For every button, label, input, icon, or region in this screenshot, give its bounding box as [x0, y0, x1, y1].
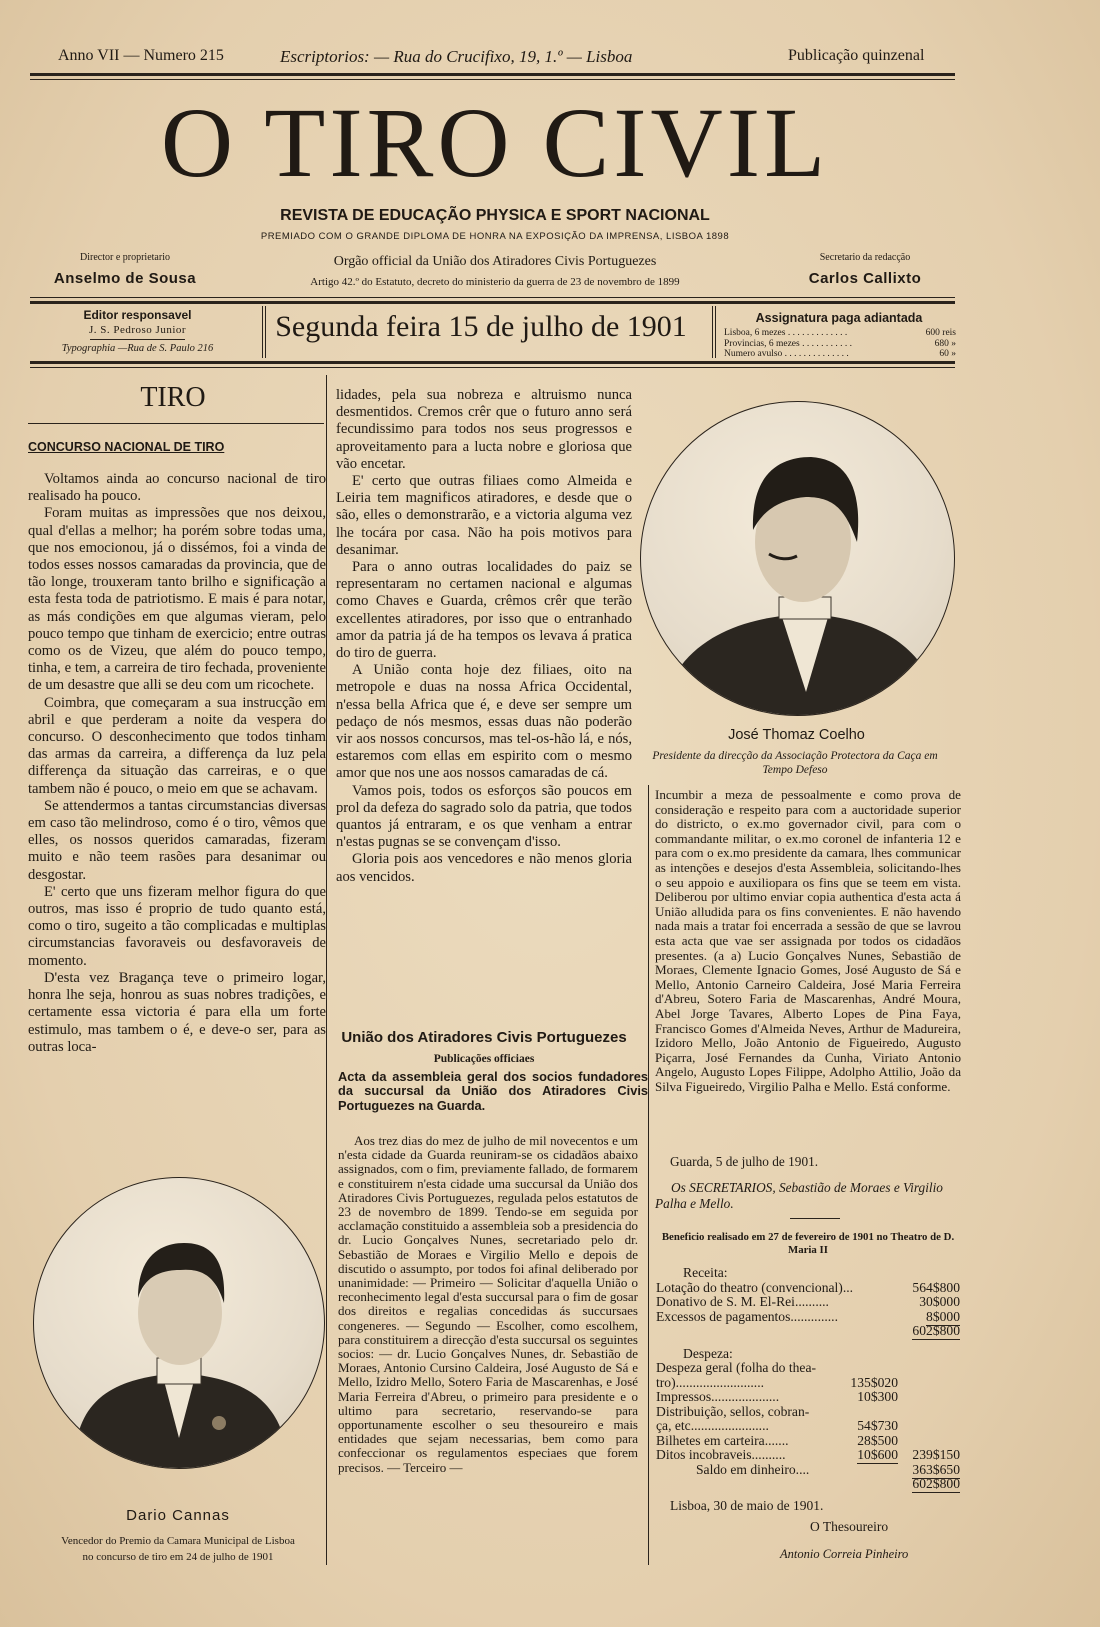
grand-total-row: [656, 1476, 960, 1491]
masthead-subtitle: REVISTA DE EDUCAÇÃO PHYSICA E SPORT NACIONAL: [280, 207, 710, 224]
grand-total: 602$800: [912, 1476, 960, 1491]
portrait-caption-line2: no concurso de tiro em 24 de julho de 1901: [82, 1551, 274, 1563]
paragraph: Voltamos ainda ao concurso nacional de tiro realisado ha pouco.: [28, 471, 326, 505]
expense-label: Despeza geral (folha do thea-: [656, 1360, 817, 1375]
expenses-total: 239$150: [912, 1447, 960, 1462]
union-subtitle: Publicações officiaes: [433, 1053, 535, 1065]
portrait-name-dario: Dario Cannas: [126, 1507, 230, 1524]
acta-title: Acta da assembleia geral dos socios fundadores da succursal da União dos Atiradores Civis Portuguezes na Guarda.: [338, 1069, 648, 1113]
secretary-label: Secretario da redacção: [819, 252, 911, 263]
expense-amount: 10$300: [857, 1389, 898, 1404]
column-divider-2: [648, 785, 649, 1565]
paragraph: Coimbra, que começaram a sua instrucção em abril e que perderam a noite da vespera do concurso. O desconhecimento que todos tinham das armas da carreira, a differença da luz pela differença da situação das carreiras, e o que tambem não é pouco, o meio em que se achavam.: [28, 694, 326, 797]
subscription-title: Assignatura paga adiantada: [755, 311, 923, 325]
receipt-label: Lotação do theatro (convencional)...: [656, 1279, 854, 1295]
benefit-title: Beneficio realisado em 27 de fevereiro de 1901 no Theatro de D. Maria II: [661, 1231, 955, 1256]
secretary-name: Carlos Callixto: [808, 270, 922, 287]
expense-row: [656, 1404, 960, 1419]
closing-role: O Thesoureiro: [810, 1519, 889, 1534]
subscription-price: 600 reis: [925, 328, 956, 338]
expenses-label: Despeza:: [683, 1345, 733, 1361]
receipts-label: Receita:: [683, 1265, 728, 1280]
rule-5: [30, 367, 955, 368]
portrait-jose-thomaz-coelho: [640, 401, 955, 716]
expense-label: ça, etc.......................: [656, 1418, 769, 1433]
portrait-caption-coelho: Presidente da direcção da Associação Protectora da Caça em Tempo Defeso: [652, 750, 938, 776]
subscription-price: 680 »: [934, 338, 956, 349]
paragraph: Para o anno outras localidades do paiz se representaram no certamen nacional e algumas como Chaves e Guarda, crêmos crêr que terão excellentes atiradores, por isso que o entranhado amor da patria já de ha tempos os levava á pratica do tiro de guerra.: [336, 559, 632, 662]
benefit-accounts: [656, 1265, 960, 1491]
paragraph: Gloria pois aos vencedores e não menos gloria aos vencidos.: [336, 851, 632, 885]
expense-amount: 135$020: [850, 1374, 898, 1390]
editor-name: J. S. Pedroso Junior: [88, 324, 187, 336]
editor-label: Editor responsavel: [83, 308, 192, 322]
column-divider-1: [326, 375, 327, 1565]
subscription-row: [724, 339, 956, 350]
section-title-tiro: TIRO: [140, 382, 206, 413]
portrait-caption-line1: Vencedor do Premio da Camara Municipal de Lisboa: [61, 1535, 295, 1547]
expense-row: [656, 1433, 960, 1448]
rule-4: [30, 361, 955, 364]
portrait-figure-icon: [641, 402, 954, 715]
expense-label: Distribuição, sellos, cobran-: [656, 1403, 810, 1419]
expense-label: Impressos....................: [656, 1389, 780, 1404]
receipt-row: [656, 1280, 960, 1295]
portrait-name-coelho: José Thomaz Coelho: [728, 727, 865, 743]
receipt-amount: 8$000: [926, 1308, 960, 1324]
subscription-row: [724, 349, 956, 360]
acta-body: Aos trez dias do mez de julho de mil novecentos e um n'esta cidade da Guarda reuniram-se os cidadãos abaixo assignados, com o fim, previamente fallado, de formarem e constituirem n'esta cidade uma succursal da União dos Atiradores Civis Portuguezes, regulada pelos estatutos de 23 de novembro de 1899. Tendo-se em seguida por acclamação constituido a assembleia sob a presidencia do dr. Lucio Gonçalves Nunes, secretariado pelo dr. Sebastião de Moraes e Virgilio Mello e depois de discutido o assumpto, por todos foi afinal deliberado por unanimidade: — Primeiro — Solicitar d'aquella União o reconhecimento legal d'esta succursal para o fim de gosar dos direitos e regalias concedidas ás succursaes congeneres. — Segundo — Escolher, como escolhem, para constituirem a direcção d'esta succursal os seguintes socios: — dr. Lucio Gonçalves Nunes, dr. Sebastião de Moraes, Antonio Cursino Caldeira, José Augusto de Sá e Mello, Izidro Mello, Sotero Faria de Mascarenhas, e José Maria Ferreira d'Abreu, o primeiro para presidente e o ultimo para secretario, reservando-se para opportunamente escolher o seu thesoureiro e mais entidades que sejam necessarias, bem como para confeccionar os regulamentos especiaes que forem precisos. — Terceiro —: [338, 1133, 638, 1475]
acta-place-date: Guarda, 5 de julho de 1901.: [670, 1154, 819, 1169]
expense-row: [656, 1375, 960, 1390]
organ-line: Orgão official da União dos Atiradores Civis Portuguezes: [333, 254, 657, 269]
publication-frequency: Publicação quinzenal: [788, 47, 925, 64]
band-divider-left: [262, 306, 263, 358]
expense-row: [656, 1418, 960, 1433]
band-divider-right: [712, 306, 713, 358]
article-heading: CONCURSO NACIONAL DE TIRO: [28, 440, 225, 454]
director-label: Director e proprietario: [80, 252, 170, 263]
rule-3: [30, 301, 955, 304]
paragraph: E' certo que outras filiaes como Almeida e Leiria tem magnificos atiradores, e desde que o são, elles o demonstrarão, e a victoria alguma vez lhe tocára por casa. Não ha pois motivos para desanimar.: [336, 473, 632, 558]
balance-amount: 363$650: [912, 1461, 960, 1477]
subscription-table: [724, 328, 956, 360]
office-address: Escriptorios: — Rua do Crucifixo, 19, 1.º — Lisboa: [280, 47, 633, 66]
paragraph: Se attendermos a tantas circumstancias diversas em caso tão melindroso, como é o tiro, vêmos que elles, os nossos queridos camaradas, fizeram muito e não teem rasões para desanimar ou desgostar.: [28, 797, 326, 883]
section-rule: [28, 423, 324, 424]
expense-label: Ditos incobraveis..........: [656, 1447, 786, 1462]
union-title: União dos Atiradores Civis Portuguezes: [341, 1029, 627, 1046]
balance-label: Saldo em dinheiro....: [696, 1461, 810, 1477]
receipt-label: Excessos de pagamentos..............: [656, 1308, 838, 1324]
expense-row: [656, 1389, 960, 1404]
band-divider-right-2: [715, 306, 716, 358]
rule-2: [30, 297, 955, 298]
portrait-dario-cannas: [33, 1177, 325, 1469]
acta-continuation: Incumbir a meza de pessoalmente e como prova de consideração e respeito para com a auctoridade superior do districto, o ex.mo governador civil, para com o commandante militar, o ex.mo coronel de infanteria 12 e para com o ex.mo presidente da camara, lhes communicar as intenções e desejos d'esta Assembleia, solicitando-lhes o seu appoio e auxiliopara os fins que se teem em vista. Deliberou por ultimo enviar copia authentica d'esta acta á União alludida para os fins convenientes. E não havendo nada mais a tratar foi encerrada a sessão de que se lavrou esta acta que vae ser assignada por todos os cidadãos presentes. (a a) Lucio Gonçalves Nunes, Sebastião de Moraes, Clemente Ignacio Gomes, José Augusto de Sá e Mello, Antonio Carneiro Caldeira, José Maria Ferreira d'Abreu, Sotero Faria de Mascarenhas, André Moura, Abel Jorge Tavares, Alberto Lopes de Pina Faya, Francisco Gomes d'Almeida Neves, Arthur de Madureira, Izidoro Mello, João Antonio de Figueiredo, Augusto Piçarra, José Fernandes da Cunha, Viriato Antonio Angelo, Augusto Lopes Filippe, Adolpho Attilio, João da Silva Figueiredo, Virgilio Palha e Mello. Está conforme.: [655, 787, 961, 1094]
receipts-total: 602$800: [912, 1323, 960, 1338]
subscription-label: Numero avulso . . . . . . . . . . . . . .: [724, 349, 849, 359]
benefit-divider: [790, 1218, 840, 1219]
receipt-total-row: [656, 1323, 960, 1338]
expense-amount: 54$730: [857, 1418, 898, 1433]
expense-amount: 10$600: [857, 1447, 898, 1462]
director-name: Anselmo de Sousa: [53, 270, 197, 287]
editor-divider: [90, 339, 185, 340]
expense-row: [656, 1360, 960, 1375]
masthead-title: O TIRO CIVIL: [160, 87, 830, 198]
typography-line: Typographia —Rua de S. Paulo 216: [61, 343, 214, 354]
award-line: PREMIADO COM O GRANDE DIPLOMA DE HONRA NA EXPOSIÇÃO DA IMPRENSA, LISBOA 1898: [260, 231, 730, 242]
paragraph: A União conta hoje dez filiaes, oito na metropole e duas na nossa Africa Occidental, n'essa bella Africa que é, e deve ser sempre um pedaço de nós mesmos, essas duas não poderão vir aos nossos concursos, mas tel-os-hão lá, e nós, estaremos com ellas em espirito com o mesmo amor que nos une aos nossos camaradas de cá.: [336, 662, 632, 782]
closing-date: Lisboa, 30 de maio de 1901.: [670, 1498, 824, 1513]
receipt-row: [656, 1294, 960, 1309]
article-body-col2: [336, 387, 632, 886]
receipt-amount: 30$000: [919, 1294, 960, 1309]
expense-amount: 28$500: [857, 1432, 898, 1448]
expense-label: tro)..........................: [656, 1374, 764, 1390]
issue-number: Anno VII — Numero 215: [58, 47, 224, 64]
closing-signature: Antonio Correia Pinheiro: [780, 1547, 909, 1561]
receipt-label: Donativo de S. M. El-Rei..........: [656, 1294, 829, 1309]
acta-secretaries: Os SECRETARIOS, Sebastião de Moraes e Virgilio Palha e Mello.: [655, 1180, 943, 1211]
organ-note: Artigo 42.º do Estatuto, decreto do ministerio da guerra de 23 de novembro de 1899: [310, 276, 680, 288]
subscription-label: Provincias, 6 mezes . . . . . . . . . . .: [724, 338, 852, 349]
paragraph: Vamos pois, todos os esforços são poucos em prol da defeza do sagrado solo da patria, que todos quantos já entraram, e os que venham a entrar n'estas pugnas se se convençam d'isso.: [336, 782, 632, 851]
subscription-price: 60 »: [939, 349, 956, 359]
issue-date: Segunda feira 15 de julho de 1901: [275, 310, 687, 343]
expense-label: Bilhetes em carteira.......: [656, 1432, 789, 1448]
expense-row: [656, 1447, 960, 1462]
subscription-row: [724, 328, 956, 339]
paragraph: E' certo que uns fizeram melhor figura do que outros, mas isso é proprio de tudo quanto está, como o tiro, sugeito a tão complicadas e multiplas circumstancias favoraveis ou desfavoraveis de momento.: [28, 883, 326, 969]
receipt-row: [656, 1309, 960, 1324]
paragraph: D'esta vez Bragança teve o primeiro logar, honra lhe seja, honrou as suas nobres tradições, e certamente essa victoria é para ella um forte estimulo, mas tambem o é, e deve-o ser, para as outras loca-: [28, 969, 326, 1055]
portrait-figure-icon: [34, 1178, 324, 1468]
subscription-label: Lisboa, 6 mezes . . . . . . . . . . . . .: [724, 328, 848, 338]
paragraph: Foram muitas as impressões que nos deixou, qual d'ellas a melhor; ha porém sobre todas uma, que nos emocionou, já o dissémos, foi a vinda de todos esses nossos camaradas da provincia, que de tão longe, trouxeram tanto brilho e significação a esta festa toda de patriotismo. E mais é para notar, as más condições em que algumas vieram, pelo pouco tempo que tinham de exercicio; entre outras como os de Vizeu, que além do pouco tempo, tinha, e tem, a carreira de tiro fechada, proveniente de um desastre que alli se deu com um ricochete.: [28, 505, 326, 694]
paragraph: lidades, pela sua nobreza e altruismo nunca desmentidos. Cremos crêr que o futuro anno será fecundissimo para todos nos seus progressos e aproveitamento para a lucta nobre e gloriosa que vão encetar.: [336, 387, 632, 472]
receipt-amount: 564$800: [912, 1279, 960, 1295]
balance-row: [656, 1462, 960, 1477]
top-rule: [30, 73, 955, 76]
article-body-col1: [28, 471, 326, 1056]
